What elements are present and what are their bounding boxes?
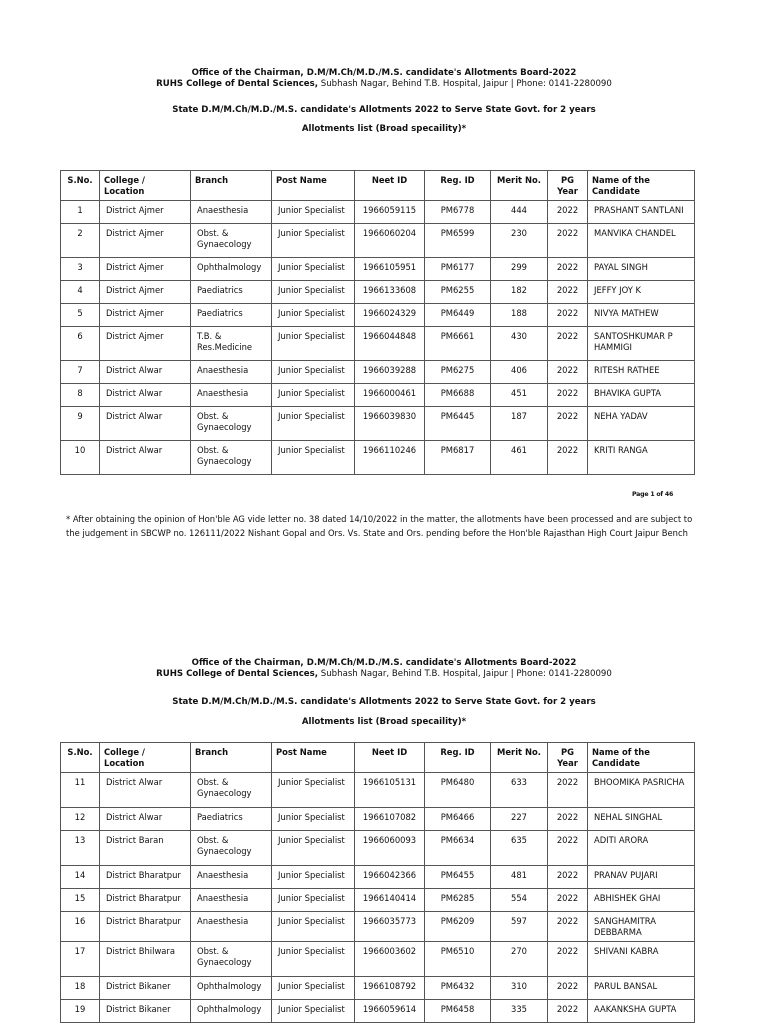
document-subtitle: State D.M/M.Ch/M.D./M.S. candidate's Allotments 2022 to Serve State Govt. for 2 years bbox=[172, 697, 596, 707]
cell-merit-no: 597 bbox=[491, 912, 548, 942]
cell-branch: Obst. & Gynaecology bbox=[191, 224, 272, 258]
column-header-neet-id: Neet ID bbox=[355, 743, 425, 773]
cell-merit-no: 227 bbox=[491, 808, 548, 831]
cell-reg-id: PM6661 bbox=[425, 327, 491, 361]
cell-candidate-name: BHOOMIKA PASRICHA bbox=[588, 773, 695, 808]
cell-merit-no: 406 bbox=[491, 361, 548, 384]
cell-branch: Ophthalmology bbox=[191, 1000, 272, 1023]
cell-merit-no: 187 bbox=[491, 407, 548, 441]
column-header-reg-id: Reg. ID bbox=[425, 743, 491, 773]
cell-merit-no: 451 bbox=[491, 384, 548, 407]
cell-sno: 11 bbox=[61, 773, 100, 808]
cell-reg-id: PM6817 bbox=[425, 441, 491, 475]
cell-sno: 4 bbox=[61, 281, 100, 304]
cell-reg-id: PM6455 bbox=[425, 866, 491, 889]
allotments-table-page-2 bbox=[60, 742, 695, 1023]
cell-candidate-name: SHIVANI KABRA bbox=[588, 942, 695, 977]
college-name: RUHS College of Dental Sciences, bbox=[156, 79, 319, 89]
column-header-post-name: Post Name bbox=[272, 171, 355, 201]
cell-pg-year: 2022 bbox=[548, 281, 588, 304]
cell-branch: Obst. & Gynaecology bbox=[191, 407, 272, 441]
cell-neet-id: 1966060204 bbox=[355, 224, 425, 258]
column-header-pg-year: PG Year bbox=[548, 743, 588, 773]
cell-neet-id: 1966035773 bbox=[355, 912, 425, 942]
cell-neet-id: 1966105951 bbox=[355, 258, 425, 281]
cell-neet-id: 1966024329 bbox=[355, 304, 425, 327]
cell-sno: 6 bbox=[61, 327, 100, 361]
column-header-college-location: College / Location bbox=[100, 171, 191, 201]
cell-pg-year: 2022 bbox=[548, 912, 588, 942]
cell-pg-year: 2022 bbox=[548, 1000, 588, 1023]
cell-merit-no: 182 bbox=[491, 281, 548, 304]
cell-sno: 9 bbox=[61, 407, 100, 441]
cell-merit-no: 481 bbox=[491, 866, 548, 889]
cell-reg-id: PM6634 bbox=[425, 831, 491, 866]
cell-merit-no: 270 bbox=[491, 942, 548, 977]
cell-candidate-name: AAKANKSHA GUPTA bbox=[588, 1000, 695, 1023]
cell-merit-no: 335 bbox=[491, 1000, 548, 1023]
cell-sno: 12 bbox=[61, 808, 100, 831]
cell-neet-id: 1966110246 bbox=[355, 441, 425, 475]
board-title: Office of the Chairman, D.M/M.Ch/M.D./M.S. candidate's Allotments Board-2022 bbox=[191, 658, 577, 668]
column-header-reg-id: Reg. ID bbox=[425, 171, 491, 201]
page-number: Page 1 of 46 bbox=[632, 491, 674, 498]
cell-pg-year: 2022 bbox=[548, 977, 588, 1000]
cell-branch: Obst. & Gynaecology bbox=[191, 942, 272, 977]
cell-reg-id: PM6445 bbox=[425, 407, 491, 441]
cell-branch: Anaesthesia bbox=[191, 361, 272, 384]
cell-college-location: District Ajmer bbox=[100, 224, 191, 258]
cell-candidate-name: MANVIKA CHANDEL bbox=[588, 224, 695, 258]
table-row bbox=[61, 831, 695, 866]
cell-pg-year: 2022 bbox=[548, 327, 588, 361]
cell-pg-year: 2022 bbox=[548, 384, 588, 407]
column-header-merit-no: Merit No. bbox=[491, 171, 548, 201]
cell-college-location: District Ajmer bbox=[100, 304, 191, 327]
table-row bbox=[61, 912, 695, 942]
list-title: Allotments list (Broad specaility)* bbox=[301, 124, 467, 134]
cell-candidate-name: ADITI ARORA bbox=[588, 831, 695, 866]
cell-branch: Paediatrics bbox=[191, 808, 272, 831]
cell-candidate-name: NEHA YADAV bbox=[588, 407, 695, 441]
cell-pg-year: 2022 bbox=[548, 258, 588, 281]
cell-candidate-name: NIVYA MATHEW bbox=[588, 304, 695, 327]
college-address: Subhash Nagar, Behind T.B. Hospital, Jaipur | Phone: 0141-2280090 bbox=[318, 79, 612, 89]
cell-reg-id: PM6688 bbox=[425, 384, 491, 407]
cell-reg-id: PM6778 bbox=[425, 201, 491, 224]
table-row bbox=[61, 304, 695, 327]
column-header-candidate-name: Name of the Candidate bbox=[588, 171, 695, 201]
cell-neet-id: 1966107082 bbox=[355, 808, 425, 831]
table-header-row bbox=[61, 743, 695, 773]
cell-merit-no: 299 bbox=[491, 258, 548, 281]
cell-reg-id: PM6466 bbox=[425, 808, 491, 831]
cell-merit-no: 310 bbox=[491, 977, 548, 1000]
cell-reg-id: PM6177 bbox=[425, 258, 491, 281]
cell-sno: 19 bbox=[61, 1000, 100, 1023]
cell-post-name: Junior Specialist bbox=[272, 201, 355, 224]
table-row bbox=[61, 977, 695, 1000]
cell-reg-id: PM6510 bbox=[425, 942, 491, 977]
cell-post-name: Junior Specialist bbox=[272, 773, 355, 808]
allotments-table-page-1 bbox=[60, 170, 695, 475]
board-title: Office of the Chairman, D.M/M.Ch/M.D./M.S. candidate's Allotments Board-2022 bbox=[191, 68, 577, 78]
cell-neet-id: 1966133608 bbox=[355, 281, 425, 304]
table-row bbox=[61, 866, 695, 889]
cell-reg-id: PM6449 bbox=[425, 304, 491, 327]
table-row bbox=[61, 201, 695, 224]
cell-college-location: District Baran bbox=[100, 831, 191, 866]
cell-candidate-name: PARUL BANSAL bbox=[588, 977, 695, 1000]
cell-pg-year: 2022 bbox=[548, 889, 588, 912]
cell-reg-id: PM6458 bbox=[425, 1000, 491, 1023]
cell-college-location: District Alwar bbox=[100, 773, 191, 808]
cell-sno: 10 bbox=[61, 441, 100, 475]
cell-reg-id: PM6285 bbox=[425, 889, 491, 912]
cell-college-location: District Alwar bbox=[100, 384, 191, 407]
cell-merit-no: 633 bbox=[491, 773, 548, 808]
cell-neet-id: 1966140414 bbox=[355, 889, 425, 912]
cell-college-location: District Ajmer bbox=[100, 281, 191, 304]
cell-college-location: District Alwar bbox=[100, 441, 191, 475]
cell-neet-id: 1966108792 bbox=[355, 977, 425, 1000]
cell-pg-year: 2022 bbox=[548, 808, 588, 831]
cell-sno: 16 bbox=[61, 912, 100, 942]
cell-branch: Paediatrics bbox=[191, 304, 272, 327]
table-row bbox=[61, 942, 695, 977]
cell-college-location: District Bhilwara bbox=[100, 942, 191, 977]
cell-post-name: Junior Specialist bbox=[272, 361, 355, 384]
cell-branch: Obst. & Gynaecology bbox=[191, 773, 272, 808]
column-header-pg-year: PG Year bbox=[548, 171, 588, 201]
cell-neet-id: 1966039830 bbox=[355, 407, 425, 441]
cell-neet-id: 1966003602 bbox=[355, 942, 425, 977]
cell-merit-no: 430 bbox=[491, 327, 548, 361]
table-row bbox=[61, 224, 695, 258]
cell-candidate-name: PAYAL SINGH bbox=[588, 258, 695, 281]
cell-neet-id: 1966000461 bbox=[355, 384, 425, 407]
cell-reg-id: PM6209 bbox=[425, 912, 491, 942]
table-body bbox=[61, 773, 695, 1023]
table-header-row bbox=[61, 171, 695, 201]
cell-candidate-name: NEHAL SINGHAL bbox=[588, 808, 695, 831]
cell-pg-year: 2022 bbox=[548, 201, 588, 224]
document-subtitle: State D.M/M.Ch/M.D./M.S. candidate's Allotments 2022 to Serve State Govt. for 2 years bbox=[172, 105, 596, 115]
document-page-2 bbox=[0, 574, 768, 1024]
cell-sno: 13 bbox=[61, 831, 100, 866]
cell-pg-year: 2022 bbox=[548, 304, 588, 327]
cell-college-location: District Bikaner bbox=[100, 1000, 191, 1023]
cell-reg-id: PM6275 bbox=[425, 361, 491, 384]
cell-sno: 1 bbox=[61, 201, 100, 224]
cell-post-name: Junior Specialist bbox=[272, 281, 355, 304]
cell-pg-year: 2022 bbox=[548, 407, 588, 441]
table-row bbox=[61, 441, 695, 475]
cell-neet-id: 1966060093 bbox=[355, 831, 425, 866]
cell-candidate-name: BHAVIKA GUPTA bbox=[588, 384, 695, 407]
cell-pg-year: 2022 bbox=[548, 942, 588, 977]
list-title: Allotments list (Broad specaility)* bbox=[301, 717, 467, 727]
table-row bbox=[61, 1000, 695, 1023]
column-header-merit-no: Merit No. bbox=[491, 743, 548, 773]
cell-branch: Anaesthesia bbox=[191, 866, 272, 889]
column-header-college-location: College / Location bbox=[100, 743, 191, 773]
cell-neet-id: 1966042366 bbox=[355, 866, 425, 889]
cell-college-location: District Alwar bbox=[100, 808, 191, 831]
cell-post-name: Junior Specialist bbox=[272, 942, 355, 977]
cell-college-location: District Bikaner bbox=[100, 977, 191, 1000]
cell-college-location: District Ajmer bbox=[100, 327, 191, 361]
table-row bbox=[61, 407, 695, 441]
cell-pg-year: 2022 bbox=[548, 773, 588, 808]
cell-pg-year: 2022 bbox=[548, 361, 588, 384]
column-header-candidate-name: Name of the Candidate bbox=[588, 743, 695, 773]
cell-branch: Anaesthesia bbox=[191, 201, 272, 224]
column-header-branch: Branch bbox=[191, 171, 272, 201]
cell-neet-id: 1966039288 bbox=[355, 361, 425, 384]
cell-branch: T.B. & Res.Medicine bbox=[191, 327, 272, 361]
cell-college-location: District Bharatpur bbox=[100, 912, 191, 942]
cell-neet-id: 1966044848 bbox=[355, 327, 425, 361]
table-row bbox=[61, 889, 695, 912]
cell-college-location: District Ajmer bbox=[100, 201, 191, 224]
cell-college-location: District Alwar bbox=[100, 407, 191, 441]
cell-branch: Ophthalmology bbox=[191, 258, 272, 281]
column-header-neet-id: Neet ID bbox=[355, 171, 425, 201]
footnote: * After obtaining the opinion of Hon'ble AG vide letter no. 38 dated 14/10/2022 in the matter, the allotments have been processed and are subject to the judgement in SBCWP no. 126111/2022 Nishant Gopal and Ors. Vs. State and Ors. pending before the Hon'ble Rajasthan High Court Jaipur Bench bbox=[66, 514, 693, 538]
cell-college-location: District Bharatpur bbox=[100, 866, 191, 889]
cell-sno: 15 bbox=[61, 889, 100, 912]
cell-candidate-name: PRANAV PUJARI bbox=[588, 866, 695, 889]
cell-sno: 3 bbox=[61, 258, 100, 281]
cell-college-location: District Ajmer bbox=[100, 258, 191, 281]
cell-post-name: Junior Specialist bbox=[272, 384, 355, 407]
cell-pg-year: 2022 bbox=[548, 831, 588, 866]
cell-sno: 5 bbox=[61, 304, 100, 327]
college-name: RUHS College of Dental Sciences, bbox=[156, 669, 319, 679]
cell-branch: Anaesthesia bbox=[191, 912, 272, 942]
cell-college-location: District Alwar bbox=[100, 361, 191, 384]
column-header-sno: S.No. bbox=[61, 171, 100, 201]
column-header-sno: S.No. bbox=[61, 743, 100, 773]
table-row bbox=[61, 808, 695, 831]
cell-branch: Paediatrics bbox=[191, 281, 272, 304]
cell-merit-no: 554 bbox=[491, 889, 548, 912]
cell-branch: Ophthalmology bbox=[191, 977, 272, 1000]
cell-post-name: Junior Specialist bbox=[272, 912, 355, 942]
college-address: Subhash Nagar, Behind T.B. Hospital, Jaipur | Phone: 0141-2280090 bbox=[318, 669, 612, 679]
cell-post-name: Junior Specialist bbox=[272, 258, 355, 281]
column-header-branch: Branch bbox=[191, 743, 272, 773]
cell-post-name: Junior Specialist bbox=[272, 831, 355, 866]
table-row bbox=[61, 773, 695, 808]
cell-merit-no: 188 bbox=[491, 304, 548, 327]
cell-branch: Obst. & Gynaecology bbox=[191, 441, 272, 475]
cell-sno: 8 bbox=[61, 384, 100, 407]
table-row bbox=[61, 384, 695, 407]
cell-post-name: Junior Specialist bbox=[272, 441, 355, 475]
cell-reg-id: PM6432 bbox=[425, 977, 491, 1000]
college-address-line bbox=[0, 669, 768, 679]
cell-merit-no: 444 bbox=[491, 201, 548, 224]
cell-sno: 2 bbox=[61, 224, 100, 258]
cell-candidate-name: KRITI RANGA bbox=[588, 441, 695, 475]
cell-candidate-name: RITESH RATHEE bbox=[588, 361, 695, 384]
cell-post-name: Junior Specialist bbox=[272, 808, 355, 831]
cell-candidate-name: PRASHANT SANTLANI bbox=[588, 201, 695, 224]
cell-sno: 18 bbox=[61, 977, 100, 1000]
column-header-post-name: Post Name bbox=[272, 743, 355, 773]
cell-merit-no: 230 bbox=[491, 224, 548, 258]
cell-sno: 7 bbox=[61, 361, 100, 384]
cell-candidate-name: SANGHAMITRA DEBBARMA bbox=[588, 912, 695, 942]
cell-sno: 17 bbox=[61, 942, 100, 977]
cell-pg-year: 2022 bbox=[548, 441, 588, 475]
table-row bbox=[61, 258, 695, 281]
cell-pg-year: 2022 bbox=[548, 866, 588, 889]
cell-reg-id: PM6480 bbox=[425, 773, 491, 808]
cell-college-location: District Bharatpur bbox=[100, 889, 191, 912]
table-row bbox=[61, 327, 695, 361]
table-row bbox=[61, 281, 695, 304]
cell-reg-id: PM6255 bbox=[425, 281, 491, 304]
cell-post-name: Junior Specialist bbox=[272, 889, 355, 912]
cell-branch: Obst. & Gynaecology bbox=[191, 831, 272, 866]
cell-branch: Anaesthesia bbox=[191, 889, 272, 912]
cell-reg-id: PM6599 bbox=[425, 224, 491, 258]
cell-neet-id: 1966059115 bbox=[355, 201, 425, 224]
cell-post-name: Junior Specialist bbox=[272, 224, 355, 258]
cell-post-name: Junior Specialist bbox=[272, 407, 355, 441]
cell-candidate-name: SANTOSHKUMAR P HAMMIGI bbox=[588, 327, 695, 361]
cell-merit-no: 461 bbox=[491, 441, 548, 475]
cell-candidate-name: JEFFY JOY K bbox=[588, 281, 695, 304]
cell-neet-id: 1966105131 bbox=[355, 773, 425, 808]
cell-post-name: Junior Specialist bbox=[272, 304, 355, 327]
cell-sno: 14 bbox=[61, 866, 100, 889]
cell-merit-no: 635 bbox=[491, 831, 548, 866]
cell-post-name: Junior Specialist bbox=[272, 977, 355, 1000]
cell-candidate-name: ABHISHEK GHAI bbox=[588, 889, 695, 912]
cell-pg-year: 2022 bbox=[548, 224, 588, 258]
cell-neet-id: 1966059614 bbox=[355, 1000, 425, 1023]
cell-post-name: Junior Specialist bbox=[272, 327, 355, 361]
cell-branch: Anaesthesia bbox=[191, 384, 272, 407]
cell-post-name: Junior Specialist bbox=[272, 866, 355, 889]
cell-post-name: Junior Specialist bbox=[272, 1000, 355, 1023]
college-address-line bbox=[0, 79, 768, 89]
table-body bbox=[61, 201, 695, 475]
table-row bbox=[61, 361, 695, 384]
